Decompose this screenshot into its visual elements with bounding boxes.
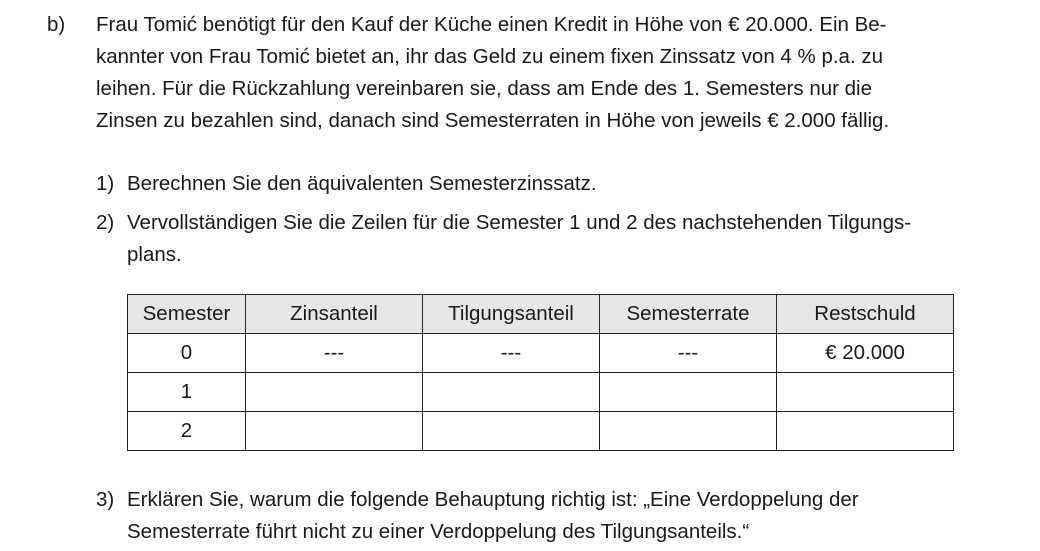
amortization-table (127, 294, 954, 451)
statement-line: Frau Tomić benötigt für den Kauf der Küche einen Kredit in Höhe von € 20.000. Ein Be- (96, 13, 887, 36)
table-row (128, 412, 954, 451)
table-cell (600, 373, 777, 412)
header-zinsanteil: Zinsanteil (246, 295, 423, 334)
table-header-row (128, 295, 954, 334)
table-cell: --- (246, 334, 423, 373)
task-line: Erklären Sie, warum die folgende Behauptung richtig ist: „Eine Verdoppelung der (127, 488, 859, 511)
part-label: b) (47, 13, 66, 36)
table-cell (246, 373, 423, 412)
table-cell: 2 (128, 412, 246, 451)
problem-statement (96, 9, 996, 137)
statement-line: leihen. Für die Rückzahlung vereinbaren sie, dass am Ende des 1. Semesters nur die (96, 77, 873, 100)
table-cell (423, 412, 600, 451)
task-number: 1) (96, 172, 115, 195)
task-line: Berechnen Sie den äquivalenten Semesterzinssatz. (127, 172, 597, 195)
table-cell: € 20.000 (777, 334, 954, 373)
table-row (128, 334, 954, 373)
table-cell (777, 373, 954, 412)
header-semesterrate: Semesterrate (600, 295, 777, 334)
table-cell: --- (600, 334, 777, 373)
table-cell: --- (423, 334, 600, 373)
task-text (127, 168, 987, 200)
table-row (128, 373, 954, 412)
statement-line: Zinsen zu bezahlen sind, danach sind Semesterraten in Höhe von jeweils € 2.000 fällig. (96, 109, 890, 132)
task-text (127, 207, 987, 271)
task-line: Semesterrate führt nicht zu einer Verdoppelung des Tilgungsanteils.“ (127, 520, 750, 543)
task-text (127, 484, 987, 548)
header-restschuld: Restschuld (777, 295, 954, 334)
statement-line: kannter von Frau Tomić bietet an, ihr das Geld zu einem fixen Zinssatz von 4 % p.a. zu (96, 45, 883, 68)
table-cell: 0 (128, 334, 246, 373)
table-cell (423, 373, 600, 412)
header-tilgungsanteil: Tilgungsanteil (423, 295, 600, 334)
table-cell (246, 412, 423, 451)
task-number: 3) (96, 488, 115, 511)
table-cell (777, 412, 954, 451)
task-number: 2) (96, 211, 115, 234)
table-cell: 1 (128, 373, 246, 412)
table-cell (600, 412, 777, 451)
header-semester: Semester (128, 295, 246, 334)
task-line: plans. (127, 243, 182, 266)
task-line: Vervollständigen Sie die Zeilen für die Semester 1 und 2 des nachstehenden Tilgungs- (127, 211, 912, 234)
